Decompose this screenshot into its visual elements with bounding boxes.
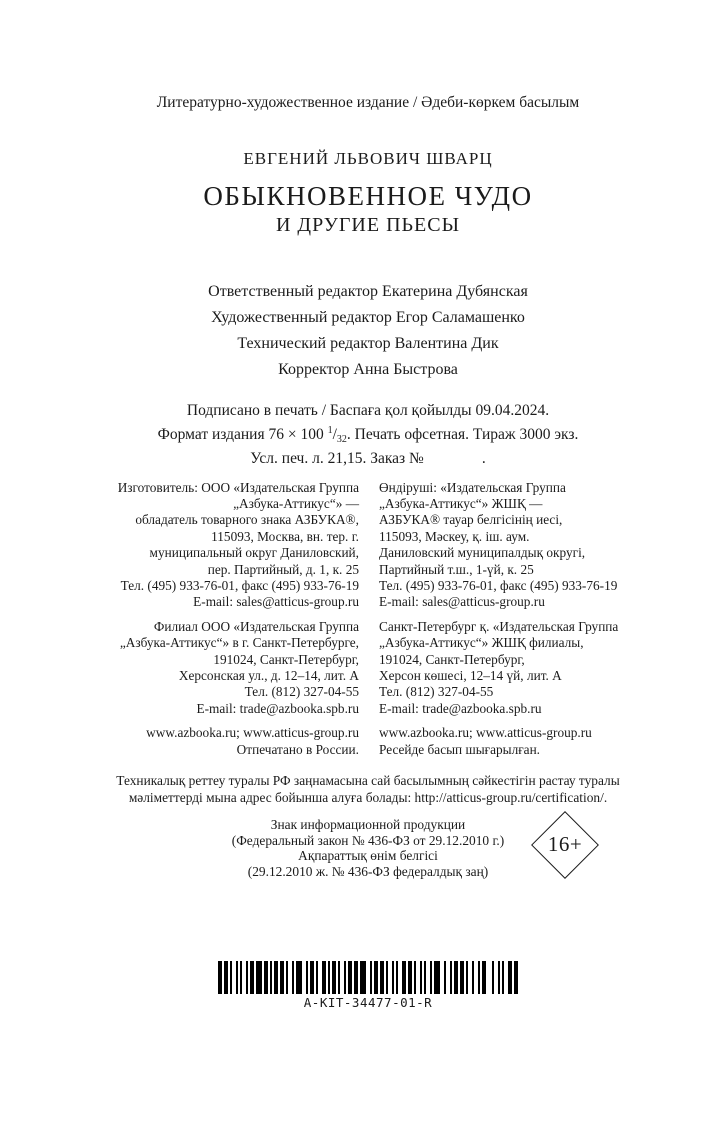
imprint-line: Отпечатано в России.	[236, 741, 359, 757]
book-author: ЕВГЕНИЙ ЛЬВОВИЧ ШВАРЦ	[243, 149, 493, 168]
imprint-line: E-mail: sales@atticus-group.ru	[379, 594, 545, 610]
imprint-line: обладатель товарного знака АЗБУКА®,	[135, 512, 359, 528]
imprint-line: Тел. (495) 933-76-01, факс (495) 933-76-19	[120, 577, 359, 593]
age-rating-text: 16+	[547, 832, 583, 857]
imprint-line: Ресейде басып шығарылған.	[379, 741, 541, 757]
staff-line-proofreader: Корректор Анна Быстрова	[278, 361, 458, 378]
format-fraction-denominator: 32	[336, 433, 347, 445]
print-info-block	[85, 401, 651, 469]
imprint-line: Херсонская ул., д. 12–14, лит. А	[178, 667, 359, 683]
imprint-line: E-mail: trade@azbooka.spb.ru	[196, 700, 359, 716]
manufacturer-block-ru	[85, 480, 359, 611]
staff-line-technical-editor: Технический редактор Валентина Дик	[237, 335, 499, 352]
websites-block-ru	[85, 725, 359, 758]
imprint-line: Филиал ООО «Издательская Группа	[153, 618, 359, 634]
imprint-columns	[85, 480, 651, 767]
book-subtitle: И ДРУГИЕ ПЬЕСЫ	[275, 214, 461, 236]
imprint-right-column-kazakh	[368, 480, 651, 767]
info-sign-line-ru-2: (Федеральный закон № 436-ФЗ от 29.12.2010 г.)	[231, 832, 505, 848]
info-sign-line-kz-2: (29.12.2010 ж. № 436-ФЗ федералдық заң)	[247, 863, 489, 879]
info-sign-line-ru-1: Знак информационной продукции	[270, 817, 466, 833]
format-line	[85, 421, 651, 450]
imprint-line: Тел. (812) 327-04-55	[244, 684, 359, 700]
barcode	[85, 961, 651, 1010]
format-fraction-separator: /	[332, 425, 337, 443]
age-rating-badge	[531, 811, 599, 879]
imprint-line: Өндіруші: «Издательская Группа	[379, 479, 566, 495]
imprint-line: пер. Партийный, д. 1, к. 25	[207, 561, 359, 577]
barcode-label: A-KIT-34477-01-R	[303, 994, 433, 1010]
imprint-line: Херсон көшесі, 12–14 үй, лит. А	[379, 667, 562, 683]
certification-line-2: мәліметтерді мына адрес бойынша алуға болады: http://atticus-group.ru/certification/.	[128, 789, 608, 805]
imprint-line: 191024, Санкт-Петербург,	[379, 651, 525, 667]
imprint-line: www.azbooka.ru; www.atticus-group.ru	[379, 725, 592, 741]
order-line-period: .	[481, 450, 486, 467]
certification-line-1: Техникалық реттеу туралы РФ заңнамасына сай басылымның сәйкестігін растау туралы	[116, 773, 620, 788]
imprint-line: 115093, Мәскеу, қ. іш. аум.	[379, 528, 530, 544]
imprint-line: Изготовитель: ООО «Издательская Группа	[117, 479, 359, 495]
imprint-line: E-mail: trade@azbooka.spb.ru	[379, 700, 542, 716]
book-title: ОБЫКНОВЕННОЕ ЧУДО	[203, 181, 533, 211]
imprint-line: Партийный т.ш., 1-үй, к. 25	[379, 561, 534, 577]
branch-block-ru	[85, 619, 359, 717]
imprint-line: E-mail: sales@atticus-group.ru	[193, 594, 359, 610]
imprint-line: Даниловский муниципалдық округі,	[379, 545, 586, 561]
format-line-suffix: . Печать офсетная. Тираж 3000 экз.	[346, 425, 579, 443]
staff-line-art-editor: Художественный редактор Егор Саламашенко	[211, 309, 525, 326]
order-line	[85, 449, 651, 469]
staff-line-managing-editor: Ответственный редактор Екатерина Дубянская	[208, 283, 528, 300]
branch-block-kz	[379, 619, 651, 717]
imprint-line: муниципальный округ Даниловский,	[149, 545, 359, 561]
info-product-sign-block	[85, 817, 651, 879]
imprint-left-column-russian	[85, 480, 368, 767]
info-sign-line-kz-1: Ақпараттық өнім белгісі	[298, 848, 438, 864]
barcode-bars	[218, 961, 519, 994]
imprint-line: Санкт-Петербург қ. «Издательская Группа	[379, 618, 619, 634]
print-date-line: Подписано в печать / Баспаға қол қойылды 09.04.2024.	[186, 402, 550, 419]
manufacturer-block-kz	[379, 480, 651, 611]
imprint-line: Тел. (812) 327-04-55	[379, 684, 494, 700]
edition-type-line: Литературно-художественное издание / Әдеби-көркем басылым	[156, 94, 580, 111]
imprint-line: Тел. (495) 933-76-01, факс (495) 933-76-19	[379, 577, 618, 593]
imprint-line: „Азбука-Аттикус“» —	[233, 495, 359, 511]
imprint-line: „Азбука-Аттикус“» ЖШҚ филиалы,	[379, 635, 584, 651]
imprint-line: 191024, Санкт-Петербург,	[213, 651, 359, 667]
format-line-prefix: Формат издания 76 × 100	[157, 425, 328, 443]
websites-block-kz	[379, 725, 651, 758]
imprint-line: „Азбука-Аттикус“» в г. Санкт-Петербурге,	[119, 635, 359, 651]
imprint-line: „Азбука-Аттикус“» ЖШҚ —	[379, 495, 543, 511]
certification-note	[85, 773, 651, 806]
order-line-text: Усл. печ. л. 21,15. Заказ №	[250, 450, 424, 467]
format-fraction-numerator: 1	[327, 424, 333, 436]
imprint-line: 115093, Москва, вн. тер. г.	[211, 528, 359, 544]
editorial-staff-block	[85, 279, 651, 383]
imprint-line: АЗБУКА® тауар белгісінің иесі,	[379, 512, 563, 528]
imprint-line: www.azbooka.ru; www.atticus-group.ru	[146, 725, 359, 741]
